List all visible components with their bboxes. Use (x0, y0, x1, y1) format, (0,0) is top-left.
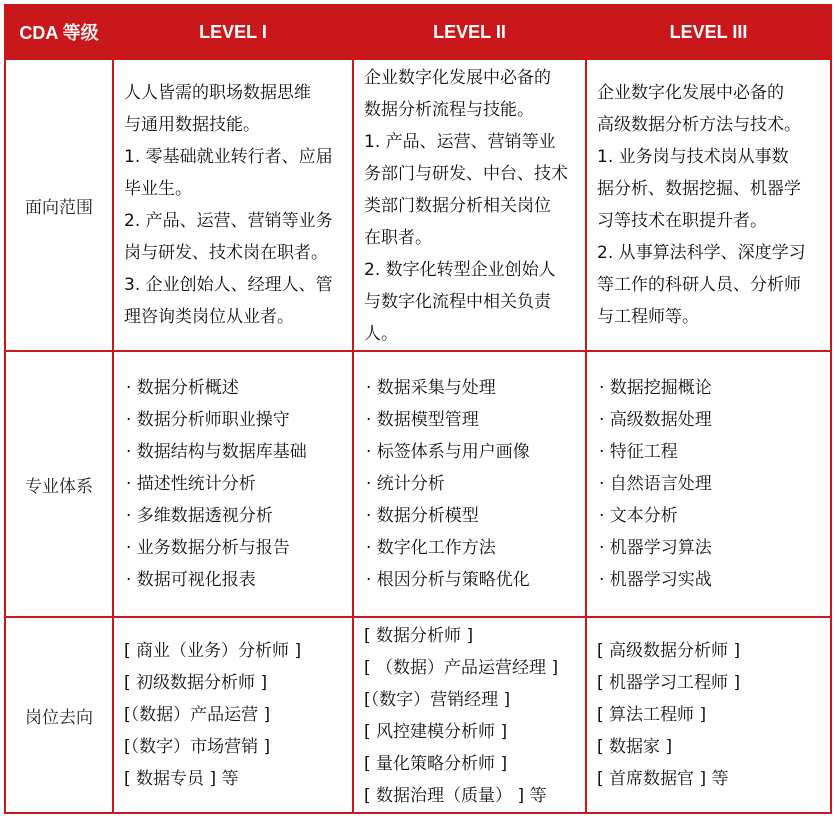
cell-line: 1. 零基础就业转行者、应届 (124, 147, 333, 167)
cell-line: · 统计分析 (366, 474, 445, 494)
cell-line: · 机器学习算法 (599, 538, 712, 558)
header-level-3: LEVEL III (586, 5, 831, 59)
cell-line: 与通用数据技能。 (124, 115, 260, 135)
cell-curriculum-level-1 (113, 351, 353, 617)
cell-line: [ 初级数据分析师 ] (124, 673, 268, 693)
header-level-1: LEVEL I (113, 5, 353, 59)
cell-line: 2. 数字化转型企业创始人 (364, 260, 556, 280)
cell-line: · 业务数据分析与报告 (126, 538, 290, 558)
cell-line: [（数据）产品运营 ] (124, 705, 271, 725)
cell-line: 数据分析流程与技能。 (364, 100, 534, 120)
cell-line: 人人皆需的职场数据思维 (124, 83, 311, 103)
cell-line: [ 高级数据分析师 ] (597, 641, 741, 661)
cell-line: · 数据采集与处理 (366, 378, 496, 398)
cell-line: · 自然语言处理 (599, 474, 712, 494)
cell-line: 等工作的科研人员、分析师 (597, 275, 801, 295)
cell-line: 2. 从事算法科学、深度学习 (597, 243, 806, 263)
cell-line: 类部门数据分析相关岗位 (364, 196, 551, 216)
row-curriculum (5, 351, 831, 617)
cell-line: 毕业生。 (124, 179, 192, 199)
cell-line: · 数据挖掘概论 (599, 378, 712, 398)
cell-line: · 高级数据处理 (599, 410, 712, 430)
cell-target-level-3 (586, 59, 831, 351)
cell-line: · 数据可视化报表 (126, 570, 256, 590)
cell-line: 1. 业务岗与技术岗从事数 (597, 147, 789, 167)
cell-line: 岗与研发、技术岗在职者。 (124, 243, 328, 263)
cell-line: 在职者。 (364, 228, 432, 248)
cell-line: [ 数据治理（质量） ] 等 (364, 786, 547, 806)
cell-line: [（数字）营销经理 ] (364, 690, 511, 710)
cell-line: · 标签体系与用户画像 (366, 442, 530, 462)
cell-line: · 数据分析模型 (366, 506, 479, 526)
cell-line: [ 首席数据官 ] 等 (597, 769, 729, 789)
row-label-career: 岗位去向 (5, 617, 113, 813)
header-cda-level: CDA 等级 (5, 5, 113, 59)
cell-line: 3. 企业创始人、经理人、管 (124, 275, 333, 295)
cell-line: 据分析、数据挖掘、机器学 (597, 179, 801, 199)
cell-line: 与工程师等。 (597, 307, 699, 327)
cell-career-level-2 (353, 617, 586, 813)
row-label-target-audience: 面向范围 (5, 59, 113, 351)
cell-line: 企业数字化发展中必备的 (364, 68, 551, 88)
cell-line: 高级数据分析方法与技术。 (597, 115, 801, 135)
cell-line: [ 量化策略分析师 ] (364, 754, 508, 774)
row-target-audience (5, 59, 831, 351)
cell-curriculum-level-2 (353, 351, 586, 617)
cell-line: [ 风控建模分析师 ] (364, 722, 508, 742)
cell-line: [ 数据家 ] (597, 737, 673, 757)
cell-line: · 根因分析与策略优化 (366, 570, 530, 590)
cell-line: 人。 (364, 324, 398, 344)
cell-line: 务部门与研发、中台、技术 (364, 164, 568, 184)
row-label-curriculum: 专业体系 (5, 351, 113, 617)
cell-target-level-1 (113, 59, 353, 351)
cell-line: [ 数据专员 ] 等 (124, 769, 239, 789)
cell-line: · 文本分析 (599, 506, 678, 526)
cell-line: 企业数字化发展中必备的 (597, 83, 784, 103)
row-career (5, 617, 831, 813)
cell-line: · 数据分析概述 (126, 378, 239, 398)
cell-line: · 数据结构与数据库基础 (126, 442, 307, 462)
cell-line: 1. 产品、运营、营销等业 (364, 132, 556, 152)
cell-line: · 机器学习实战 (599, 570, 712, 590)
cell-target-level-2 (353, 59, 586, 351)
cell-line: [ 算法工程师 ] (597, 705, 707, 725)
cell-line: [ 商业（业务）分析师 ] (124, 641, 302, 661)
cell-line: 理咨询类岗位从业者。 (124, 307, 294, 327)
cell-line: · 多维数据透视分析 (126, 506, 273, 526)
cell-line: 2. 产品、运营、营销等业务 (124, 211, 333, 231)
header-level-2: LEVEL II (353, 5, 586, 59)
cell-line: · 特征工程 (599, 442, 678, 462)
cell-line: [ 数据分析师 ] (364, 626, 474, 646)
header-row (5, 5, 831, 59)
cell-career-level-1 (113, 617, 353, 813)
cell-line: 习等技术在职提升者。 (597, 211, 767, 231)
cell-curriculum-level-3 (586, 351, 831, 617)
cell-line: 与数字化流程中相关负责 (364, 292, 551, 312)
cell-career-level-3 (586, 617, 831, 813)
cell-line: · 数据模型管理 (366, 410, 479, 430)
cell-line: [（数字）市场营销 ] (124, 737, 271, 757)
cda-level-table (4, 4, 832, 814)
cell-line: · 数据分析师职业操守 (126, 410, 290, 430)
cell-line: · 数字化工作方法 (366, 538, 496, 558)
cell-line: [ 机器学习工程师 ] (597, 673, 741, 693)
cell-line: [ （数据）产品运营经理 ] (364, 658, 559, 678)
cell-line: · 描述性统计分析 (126, 474, 256, 494)
